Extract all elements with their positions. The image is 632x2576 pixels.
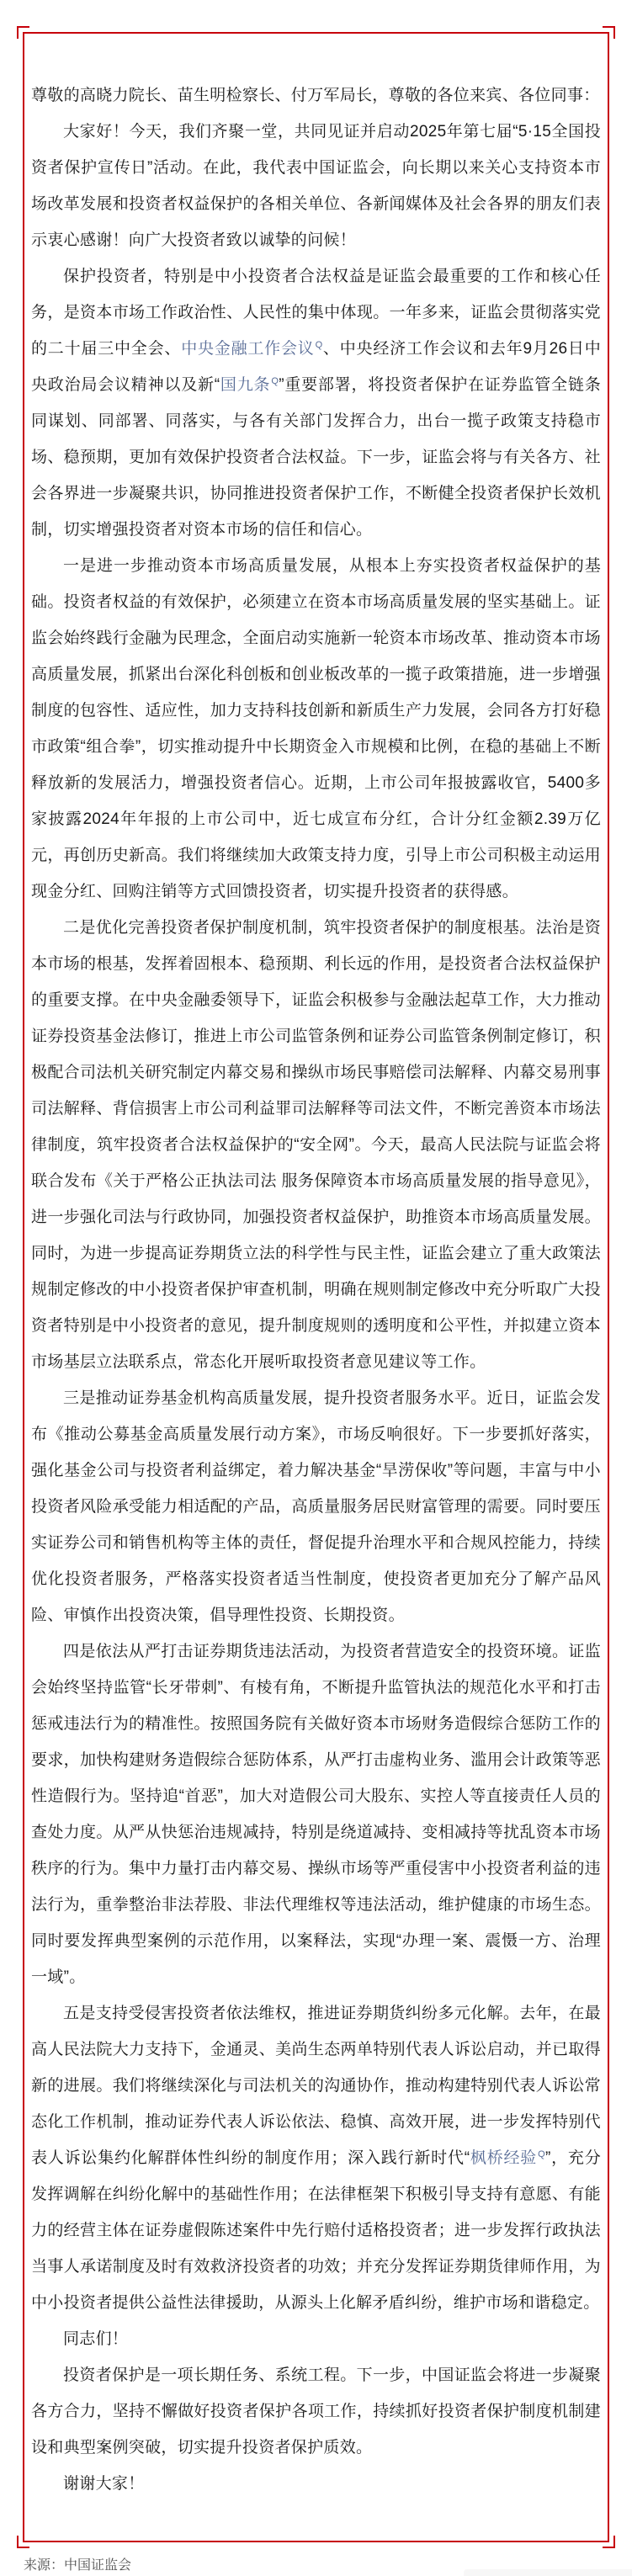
paragraph bbox=[31, 2357, 601, 2466]
text-run: 谢谢大家！ bbox=[63, 2475, 145, 2493]
text-run: 保护投资者，特别是中小投资者合法权益是证监会最重要的工作和核心任务，是资本市场工作政治性、人民性的集中体现。一年多来，证监会贯彻落实党的二十届三中全会、 bbox=[31, 268, 601, 358]
entity-search-icon: Q bbox=[315, 339, 323, 350]
text-run: 二是优化完善投资者保护制度机制，筑牢投资者保护的制度根基。法治是资本市场的根基，发挥着固根本、稳预期、利长远的作用，是投资者合法权益保护的重要支撑。在中央金融委领导下，证监会积极参与金融法起草工作，大力推动证券投资基金法修订，推进上市公司监管条例和证券公司监管条例制定修订，积极配合司法机关研究制定内幕交易和操纵市场民事赔偿司法解释、内幕交易刑事司法解释、背信损害上市公司利益罪司法解释等司法文件，不断完善资本市场法律制度，筑牢投资者合法权益保护的“安全网”。今天，最高人民法院与证监会将联合发布《关于严格公正执法司法 服务保障资本市场高质量发展的指导意见》，进一步强化司法与行政协同，加强投资者权益保护，助推资本市场高质量发展。同时，为进一步提高证券期货立法的科学性与民主性，证监会建立了重大政策法规制定修改的中小投资者保护审查机制，明确在规则制定修改中充分听取广大投资者特别是中小投资者的意见，提升制度规则的透明度和公平性，并拟建立资本市场基层立法联系点，常态化开展听取投资者意见建议等工作。 bbox=[31, 919, 601, 1371]
paragraph bbox=[31, 548, 601, 910]
text-run: ”，充分发挥调解在纠纷化解中的基础性作用；在法律框架下积极引导支持有意愿、有能力的经营主体在证券虚假陈述案件中先行赔付适格投资者；进一步发挥行政执法当事人承诺制度及时有效救济投资者的功效；并充分发挥证券期货律师作用，为中小投资者提供公益性法律援助，从源头上化解矛盾纠纷，维护市场和谐稳定。 bbox=[31, 2149, 601, 2312]
entity-link[interactable]: 枫桥经验$^Q$ bbox=[470, 2148, 545, 2167]
source-line: 来源：中国证监会 bbox=[24, 2558, 132, 2573]
text-run: ”重要部署，将投资者保护在证券监管全链条同谋划、同部署、同落实，与各有关部门发挥合力，出台一揽子政策支持稳市场、稳预期，更加有效保护投资者合法权益。下一步，证监会将与有关各方、社会各界进一步凝聚共识，协同推进投资者保护工作，不断健全投资者保护长效机制，切实增强投资者对资本市场的信任和信心。 bbox=[31, 376, 601, 539]
text-run: 大家好！今天，我们齐聚一堂，共同见证并启动2025年第七届“5·15全国投资者保护宣传日”活动。在此，我代表中国证监会，向长期以来关心支持资本市场改革发展和投资者权益保护的各相关单位、各新闻媒体及社会各界的朋友们表示衷心感谢！向广大投资者致以诚挚的问候！ bbox=[31, 123, 601, 249]
paragraph bbox=[31, 1633, 601, 1995]
bottom-right-shade bbox=[464, 2569, 632, 2576]
paragraph bbox=[31, 2466, 601, 2502]
entity-search-icon: Q bbox=[271, 375, 279, 386]
text-run: 、中央经济工作会议和去年9月26日中央政治局会议精神以及新“ bbox=[31, 340, 601, 394]
frame-corner-top-left-icon bbox=[17, 26, 29, 39]
paragraph bbox=[31, 2321, 601, 2357]
text-run: 尊敬的高晓力院长、苗生明检察长、付万军局长，尊敬的各位来宾、各位同事： bbox=[31, 87, 600, 104]
text-run: 五是支持受侵害投资者依法维权，推进证券期货纠纷多元化解。去年，在最高人民法院大力支持下，金通灵、美尚生态两单特别代表人诉讼启动，并已取得新的进展。我们将继续深化与司法机关的沟通协作，推动构建特别代表人诉讼常态化工作机制，推动证券代表人诉讼依法、稳慎、高效开展，进一步发挥特别代表人诉讼集约化解群体性纠纷的制度作用；深入践行新时代“ bbox=[31, 2005, 601, 2167]
frame-corner-top-right-icon bbox=[603, 26, 615, 39]
frame-corner-bottom-left-icon bbox=[17, 2536, 29, 2548]
paragraph bbox=[31, 1380, 601, 1633]
entity-search-icon: Q bbox=[538, 2148, 545, 2159]
paragraph bbox=[31, 258, 601, 548]
text-run: 一是进一步推动资本市场高质量发展，从根本上夯实投资者权益保护的基础。投资者权益的有效保护，必须建立在资本市场高质量发展的坚实基础上。证监会始终践行金融为民理念，全面启动实施新一轮资本市场改革、推动资本市场高质量发展，抓紧出台深化科创板和创业板改革的一揽子政策措施，进一步增强制度的包容性、适应性，加力支持科技创新和新质生产力发展，会同各方打好稳市政策“组合拳”，切实推动提升中长期资金入市规模和比例，在稳的基础上不断释放新的发展活力，增强投资者信心。近期，上市公司年报披露收官，5400多家披露2024年年报的上市公司中，近七成宣布分红，合计分红金额2.39万亿元，再创历史新高。我们将继续加大政策支持力度，引导上市公司积极主动运用现金分红、回购注销等方式回馈投资者，切实提升投资者的获得感。 bbox=[31, 557, 601, 900]
article-frame bbox=[23, 32, 609, 2542]
paragraph bbox=[31, 77, 601, 114]
frame-corner-bottom-right-icon bbox=[603, 2536, 615, 2548]
paragraph bbox=[31, 910, 601, 1380]
text-run: 同志们！ bbox=[63, 2330, 129, 2348]
paragraph bbox=[31, 114, 601, 258]
page bbox=[0, 32, 632, 2576]
paragraph bbox=[31, 1995, 601, 2321]
entity-link[interactable]: 国九条$^Q$ bbox=[220, 375, 279, 394]
entity-link[interactable]: 中央金融工作会议$^Q$ bbox=[181, 339, 323, 358]
text-run: 投资者保护是一项长期任务、系统工程。下一步，中国证监会将进一步凝聚各方合力，坚持不懈做好投资者保护各项工作，持续抓好投资者保护制度机制建设和典型案例突破，切实提升投资者保护质效。 bbox=[31, 2366, 601, 2456]
text-run: 三是推动证券基金机构高质量发展，提升投资者服务水平。近日，证监会发布《推动公募基金高质量发展行动方案》，市场反响很好。下一步要抓好落实，强化基金公司与投资者利益绑定，着力解决基金“旱涝保收”等问题，丰富与中小投资者风险承受能力相适配的产品，高质量服务居民财富管理的需要。同时要压实证券公司和销售机构等主体的责任，督促提升治理水平和合规风控能力，持续优化投资者服务，严格落实投资者适当性制度，使投资者更加充分了解产品风险、审慎作出投资决策，倡导理性投资、长期投资。 bbox=[31, 1389, 601, 1624]
text-run: 四是依法从严打击证券期货违法活动，为投资者营造安全的投资环境。证监会始终坚持监管“长牙带刺”、有棱有角，不断提升监管执法的规范化水平和打击惩戒违法行为的精准性。按照国务院有关做好资本市场财务造假综合惩防工作的要求，加快构建财务造假综合惩防体系，从严打击虚构业务、滥用会计政策等恶性造假行为。坚持追“首恶”，加大对造假公司大股东、实控人等直接责任人员的查处力度。从严从快惩治违规减持，特别是绕道减持、变相减持等扰乱资本市场秩序的行为。集中力量打击内幕交易、操纵市场等严重侵害中小投资者利益的违法行为，重拳整治非法荐股、非法代理维权等违法活动，维护健康的市场生态。同时要发挥典型案例的示范作用，以案释法，实现“办理一案、震慑一方、治理一域”。 bbox=[31, 1643, 601, 1986]
article-body bbox=[31, 77, 601, 2502]
